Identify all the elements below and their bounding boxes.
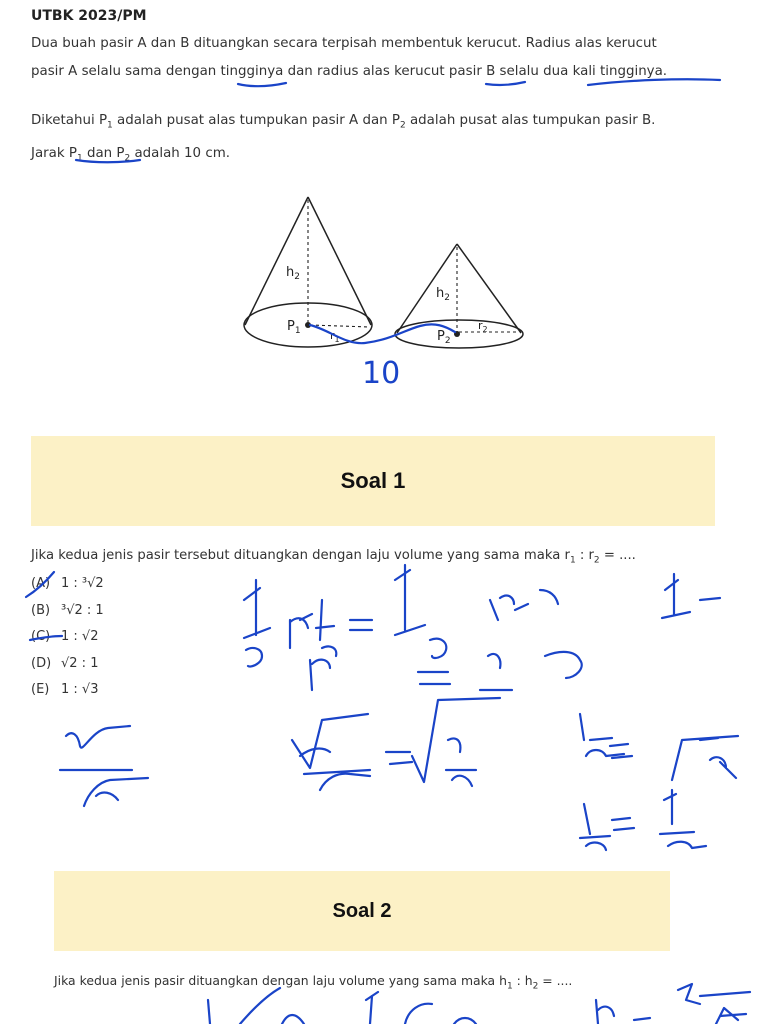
soal-1-title: Soal 1 [340, 468, 406, 493]
scribble [244, 580, 270, 667]
soal-1-question [31, 548, 636, 566]
subscript: 1 [107, 120, 113, 131]
subscript: 2 [399, 120, 406, 131]
soal-1-options [31, 573, 104, 706]
scribble [490, 590, 558, 620]
svg-text:P1 [287, 319, 301, 336]
subscript: 1 [334, 335, 340, 344]
svg-text:P2 [437, 329, 451, 346]
given-text: Diketahui P [31, 113, 108, 128]
given-paragraph [31, 107, 731, 173]
cone-a [244, 197, 372, 347]
svg-text:h2 [436, 286, 450, 303]
page-header: UTBK 2023/PM [31, 8, 147, 24]
subscript: 1 [76, 153, 83, 164]
soal-2-question [54, 973, 572, 991]
option-e[interactable] [31, 679, 104, 706]
distance-note: 10 [362, 356, 401, 391]
scribble [580, 714, 738, 780]
option-text: 1 : √3 [61, 682, 99, 697]
option-label: (E) [31, 682, 50, 697]
subscript: 1 [506, 981, 513, 992]
r1-label: r [330, 329, 335, 342]
subscript: 2 [482, 325, 488, 334]
scribble [418, 652, 582, 690]
scribble [290, 600, 334, 648]
soal-2-title: Soal 2 [332, 899, 392, 922]
given-text: dan P [82, 146, 125, 162]
option-label: (A) [31, 576, 51, 591]
intro-paragraph [31, 30, 731, 85]
option-text: ³√2 : 1 [61, 602, 104, 618]
question-text: : h [512, 973, 533, 988]
scribble [580, 790, 706, 850]
option-c[interactable] [31, 626, 104, 653]
given-text: Jarak P [31, 146, 77, 162]
option-label: (D) [31, 655, 52, 671]
subscript: 2 [444, 336, 451, 346]
r2-label: r [478, 319, 483, 332]
given-text: adalah 10 cm. [130, 146, 230, 162]
question-text: Jika kedua jenis pasir dituangkan dengan laju volume yang sama maka h [54, 973, 507, 988]
question-text: = .... [599, 548, 636, 563]
subscript: 1 [569, 555, 576, 566]
intro-line-1: Dua buah pasir A dan B dituangkan secara terpisah membentuk kerucut. Radius alas kerucut [31, 36, 657, 51]
question-text: = .... [538, 973, 573, 988]
option-label: (B) [31, 602, 51, 618]
svg-text:h2 [286, 265, 300, 282]
scribble [350, 565, 446, 658]
cone-b [395, 244, 523, 348]
cones-figure [238, 192, 538, 362]
subscript: 2 [444, 293, 450, 303]
option-text: 1 : √2 [61, 629, 99, 644]
question-text: Jika kedua jenis pasir tersebut dituangkan dengan laju volume yang sama maka r [31, 548, 570, 563]
p1-label: P [287, 319, 295, 334]
scribble [310, 646, 336, 690]
option-text: √2 : 1 [61, 655, 99, 671]
h-left-label: h [286, 265, 295, 280]
soal-2-banner [54, 871, 670, 951]
intro-line-2: pasir A selalu sama dengan tingginya dan radius alas kerucut pasir B selalu dua kali tingginya. [31, 63, 668, 79]
p2-label: P [437, 329, 445, 344]
svg-text:r1 [330, 329, 340, 344]
option-label: (C) [31, 629, 51, 644]
scribble [596, 984, 750, 1024]
subscript: 2 [294, 272, 300, 282]
scribble [292, 698, 500, 790]
soal-1-banner [31, 436, 715, 526]
subscript: 2 [124, 153, 131, 164]
option-d[interactable] [31, 653, 104, 680]
given-text: adalah pusat alas tumpukan pasir A dan P [112, 113, 400, 128]
scribble [662, 574, 720, 618]
given-text: adalah pusat alas tumpukan pasir B. [405, 113, 656, 128]
subscript: 2 [532, 981, 539, 992]
subscript: 1 [294, 326, 301, 336]
option-a[interactable] [31, 573, 104, 600]
subscript: 2 [593, 555, 600, 566]
scribble [60, 726, 148, 806]
scribble [208, 988, 476, 1024]
option-text: 1 : ³√2 [61, 576, 104, 591]
question-text: : r [575, 548, 594, 563]
option-b[interactable] [31, 600, 104, 627]
h-right-label: h [436, 286, 445, 301]
